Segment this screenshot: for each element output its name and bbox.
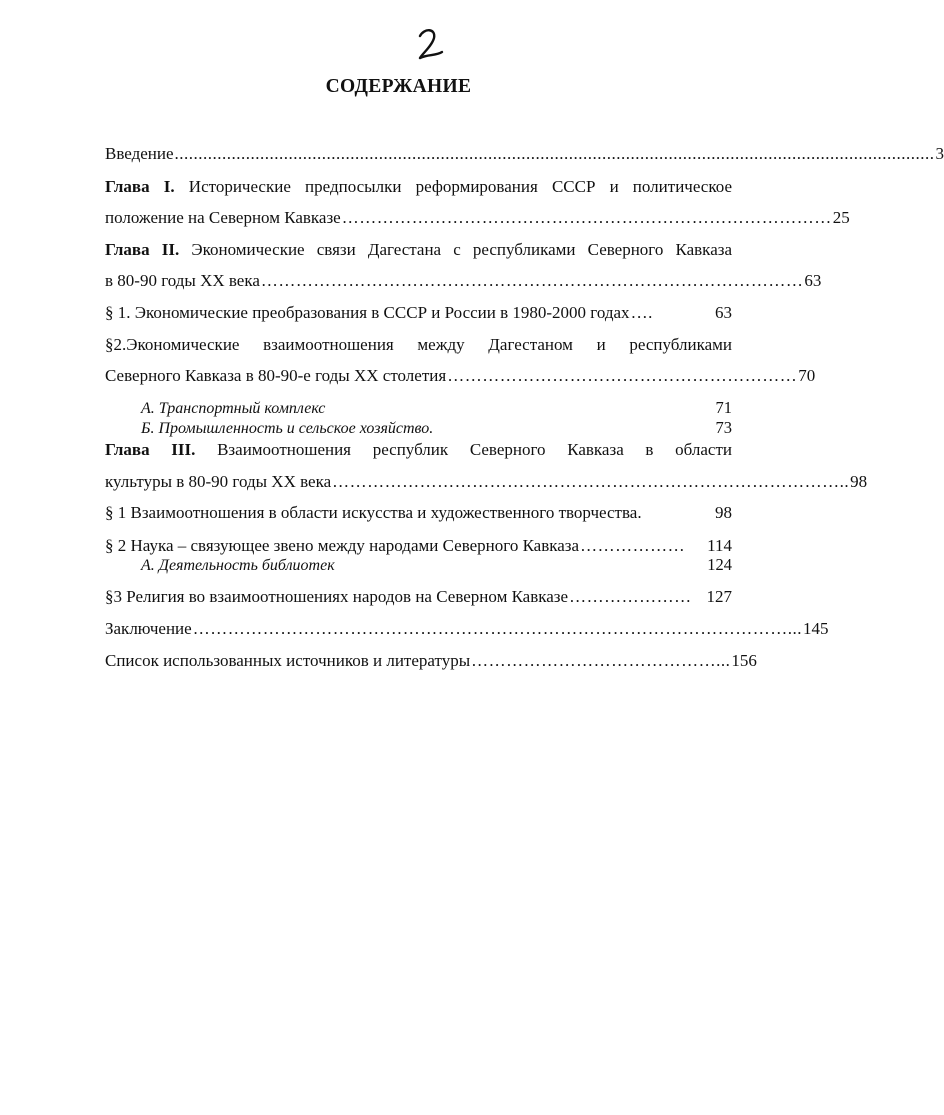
toc-chapter-label: Глава II.: [105, 240, 180, 259]
toc-entry-title: культуры в 80-90 годы XX века: [105, 472, 332, 491]
toc-leader-dots: ……………………………………………………………………………..: [332, 472, 850, 491]
toc-entry-title: Б. Промышленность и сельское хозяйство.: [141, 420, 434, 437]
toc-entry-section-2-1: [105, 303, 732, 323]
toc-entry-title: положение на Северном Кавказе: [105, 208, 341, 227]
toc-leader-dots: …………………………………………………………………………………: [260, 271, 804, 290]
toc-page-number: 127: [706, 587, 732, 606]
toc-leader-dots: ………………: [580, 536, 686, 555]
toc-entry-title: А. Транспортный комплекс: [141, 400, 326, 417]
toc-entry-title: §3 Религия во взаимоотношениях народов на Северном Кавказе: [105, 587, 569, 606]
toc-entry-title: в 80-90 годы XX века: [105, 271, 260, 290]
toc-page-number: 145: [802, 619, 829, 638]
toc-leader-dots: ….: [630, 303, 653, 322]
toc-entry-section-3-2: [105, 536, 732, 556]
toc-entry-title: Исторические предпосылки реформирования СССР и политическое: [174, 177, 733, 196]
toc-page-number: 63: [715, 303, 732, 322]
toc-entry-sources: [105, 651, 757, 671]
toc-leader-dots: …………………………………………………………………………………………...: [192, 619, 802, 638]
toc-page-number: 71: [715, 398, 732, 417]
toc-entry-section-3-3: [105, 587, 732, 607]
toc-entry-chapter-2-cont: [105, 271, 822, 291]
toc-entry-title: Заключение: [105, 619, 192, 638]
toc-page-number: 25: [832, 208, 850, 227]
toc-leader-dots: …………………: [569, 587, 692, 606]
toc-leader-dots: …………………………………………………………………………: [341, 208, 832, 227]
toc-page-number: 98: [715, 503, 732, 522]
toc-entry-title: § 1 Взаимоотношения в области искусства и художественного творчества.: [105, 503, 642, 522]
toc-entry-title: А. Деятельность библиотек: [141, 557, 335, 574]
toc-page-number: 3: [935, 144, 944, 163]
toc-page-number: 70: [798, 366, 816, 385]
toc-chapter-label: Глава III.: [105, 440, 196, 459]
toc-entry-title: Северного Кавказа в 80-90-е годы XX столетия: [105, 366, 447, 385]
toc-entry-title: Введение: [105, 144, 174, 163]
toc-entry-title: §2.Экономические взаимоотношения между Дагестаном и республиками: [105, 335, 732, 354]
toc-page-number: 124: [707, 555, 732, 574]
toc-entry-title: § 2 Наука – связующее звено между народами Северного Кавказа: [105, 536, 580, 555]
toc-page-number: 114: [707, 536, 732, 555]
toc-entry-section-2-2: [105, 335, 732, 355]
handwritten-page-number: [412, 24, 452, 64]
toc-entry-intro: [105, 144, 944, 164]
toc-entry-title: Список использованных источников и литературы: [105, 651, 471, 670]
toc-leader-dots: ……………………………………...: [471, 651, 731, 670]
toc-entry-chapter-1: [105, 177, 732, 197]
toc-entry-chapter-3-cont: [105, 472, 868, 492]
toc-entry-chapter-2: [105, 240, 732, 260]
toc-entry-chapter-1-cont: [105, 208, 850, 228]
toc-chapter-label: Глава I.: [105, 177, 175, 196]
toc-leader-dots: ................................................................................................................................................................: [174, 144, 935, 163]
toc-subentry-industry: [141, 418, 732, 438]
toc-entry-section-2-2-cont: [105, 366, 816, 386]
toc-entry-title: Взаимоотношения республик Северного Кавказа в области: [195, 440, 732, 459]
toc-subentry-libraries: [141, 555, 732, 575]
toc-entry-section-3-1: [105, 503, 732, 523]
toc-page-number: 98: [850, 472, 868, 491]
toc-page-number: 156: [731, 651, 757, 670]
toc-page-number: 73: [715, 418, 732, 437]
toc-entry-conclusion: [105, 619, 829, 639]
toc-entry-title: Экономические связи Дагестана с республиками Северного Кавказа: [179, 240, 732, 259]
page-title: СОДЕРЖАНИЕ: [325, 76, 472, 97]
toc-leader-dots: ……………………………………………………: [447, 366, 798, 385]
toc-page-number: 63: [804, 271, 822, 290]
toc-entry-title: § 1. Экономические преобразования в СССР и России в 1980-2000 годах: [105, 303, 630, 322]
toc-entry-chapter-3: [105, 440, 732, 460]
toc-subentry-transport: [141, 398, 732, 418]
